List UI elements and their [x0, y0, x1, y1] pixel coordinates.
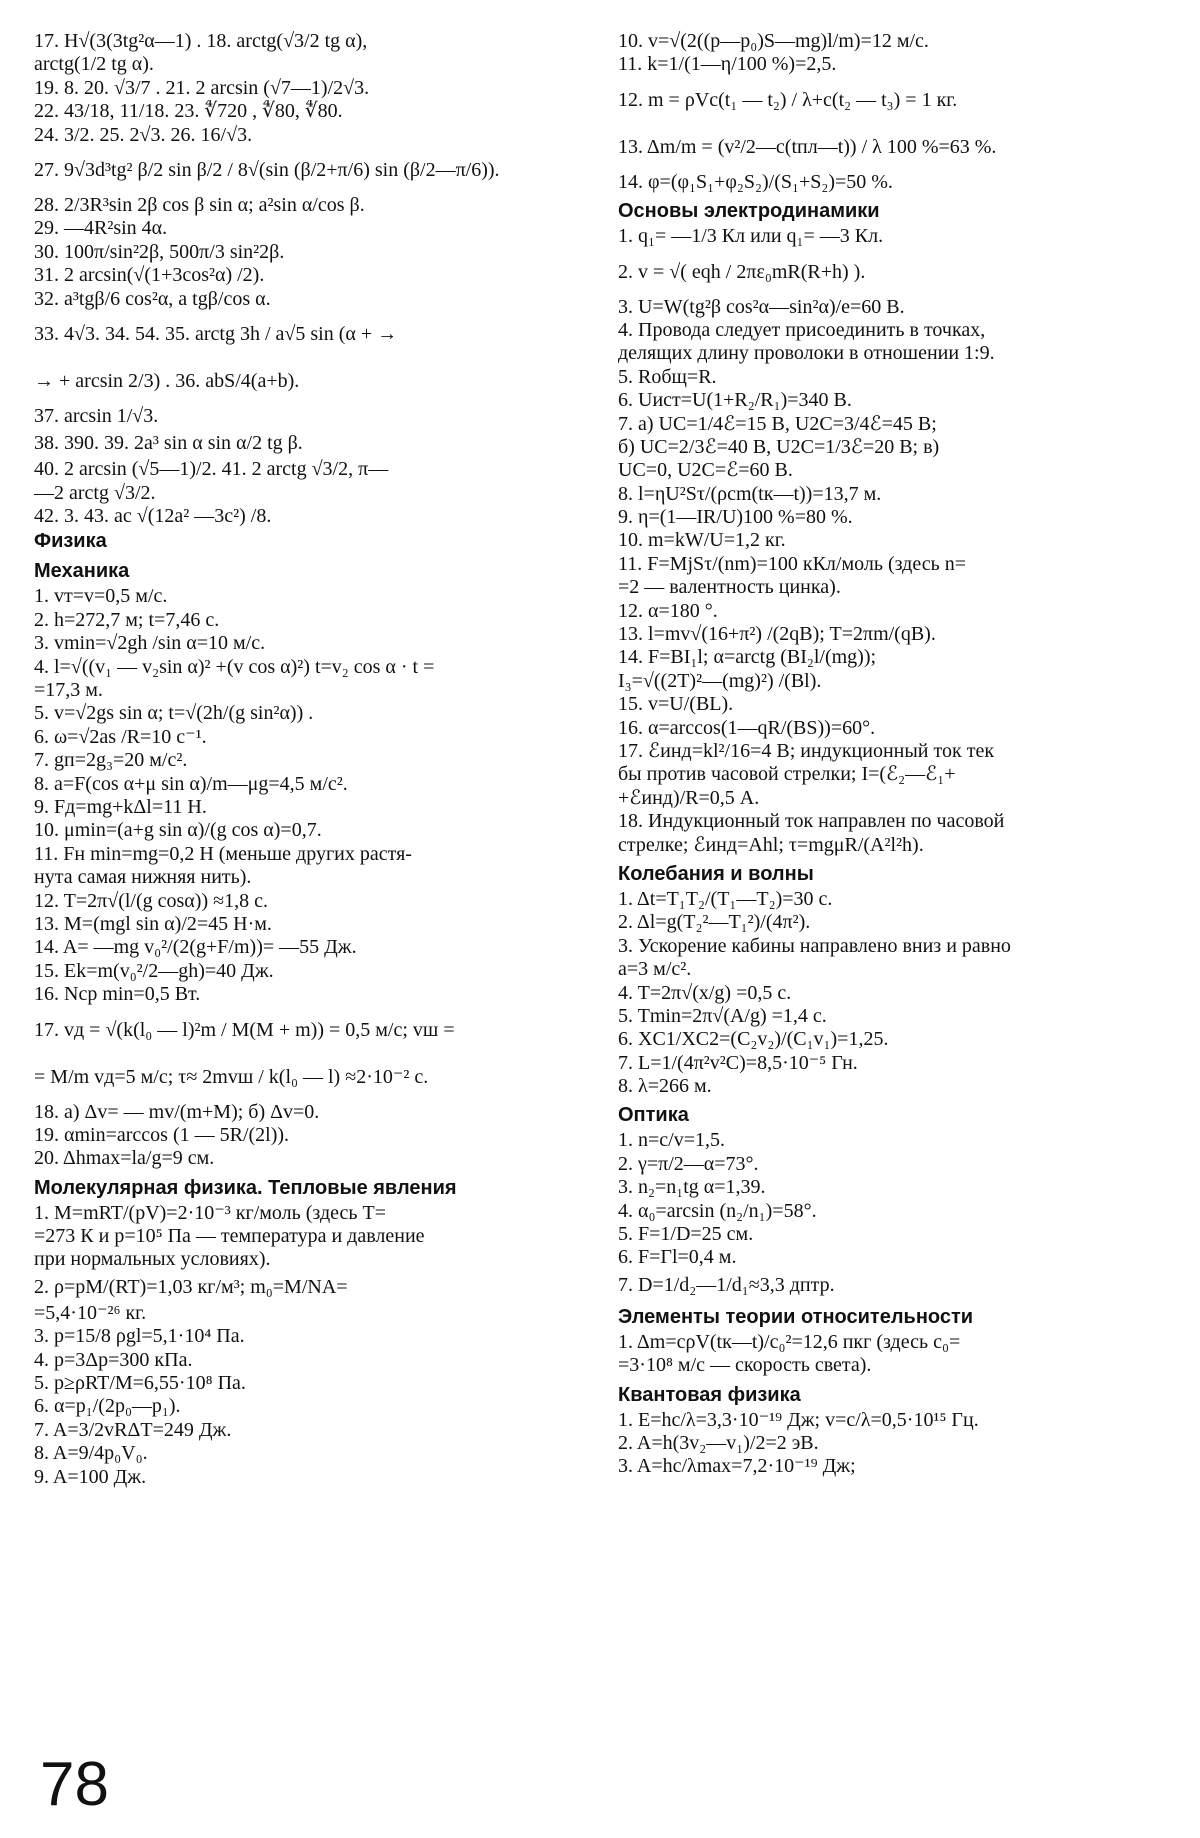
left-answer-line: 29. —4R²sin 4α.: [34, 217, 168, 240]
left-answer-line: 7. A=3/2vRΔT=249 Дж.: [34, 1418, 232, 1441]
right-answer-line: 15. v=U/(BL).: [618, 693, 734, 716]
left-answer-line: 19. 8. 20. √3/7 . 21. 2 arcsin (√7—1)/2√3.: [34, 76, 370, 99]
left-answer-line: → + arcsin 2/3) . 36. abS/4(a+b).: [34, 369, 300, 392]
right-answer-line: делящих длину проволоки в отношении 1:9.: [618, 342, 995, 365]
left-answer-line: 40. 2 arcsin (√5—1)/2. 41. 2 arctg √3/2, π—: [34, 458, 389, 481]
left-answer-line: 42. 3. 43. ac √(12a² —3c²) /8.: [34, 505, 272, 528]
right-answer-line: 17. ℰинд=kl²/16=4 В; индукционный ток тек: [618, 739, 995, 762]
left-answer-line: 9. Fд=mg+kΔl=11 Н.: [34, 795, 207, 818]
left-answer-line: 3. p=15/8 ρgl=5,1·10⁴ Па.: [34, 1325, 245, 1348]
left-answer-line: 16. Nср min=0,5 Вт.: [34, 983, 201, 1006]
right-answer-line: a=3 м/с².: [618, 958, 692, 981]
left-answer-line: —2 arctg √3/2.: [34, 481, 156, 504]
right-answer-line: 6. XC1/XC2=(C₂v₂)/(C₁v₁)=1,25.: [618, 1028, 889, 1051]
left-answer-line: 1. vт=v=0,5 м/с.: [34, 585, 168, 608]
left-answer-line: 19. αmin=arccos (1 — 5R/(2l)).: [34, 1123, 290, 1146]
right-answer-line: +ℰинд)/R=0,5 А.: [618, 786, 760, 809]
right-answer-line: 5. F=1/D=25 см.: [618, 1223, 754, 1246]
left-answer-line: 5. p≥ρRT/M=6,55·10⁸ Па.: [34, 1372, 246, 1395]
right-answer-line: стрелке; ℰинд=Ahl; τ=mgμR/(A²l²h).: [618, 833, 924, 856]
left-answer-line: 6. ω=√2as /R=10 с⁻¹.: [34, 725, 207, 748]
right-section-heading: Квантовая физика: [618, 1383, 801, 1406]
left-answer-line: 9. A=100 Дж.: [34, 1465, 147, 1488]
right-answer-line: 8. l=ηU²Sτ/(ρcm(tк—t))=13,7 м.: [618, 482, 882, 505]
left-column: [34, 30, 579, 1489]
right-answer-line: 1. Δm=cρV(tк—t)/c₀²=12,6 пкг (здесь c₀=: [618, 1330, 961, 1353]
right-answer-line: 14. F=BI₁l; α=arctg (BI₂l/(mg));: [618, 646, 877, 669]
right-answer-line: 10. v=√(2((p—p₀)S—mg)l/m)=12 м/с.: [618, 30, 929, 52]
left-answer-line: 17. vд = √(k(l₀ — l)²m / M(M + m)) = 0,5 м/с; vш =: [34, 1018, 455, 1041]
left-answer-line: 31. 2 arcsin(√(1+3cos²α) /2).: [34, 264, 265, 287]
left-answer-line: 4. l=√((v₁ — v₂sin α)² +(v cos α)²) t=v₂ cos α · t =: [34, 655, 435, 678]
left-answer-line: 8. a=F(cos α+μ sin α)/m—μg=4,5 м/с².: [34, 772, 348, 795]
right-answer-line: бы против часовой стрелки; I=(ℰ₂—ℰ₁+: [618, 763, 956, 786]
right-answer-line: 3. n₂=n₁tg α=1,39.: [618, 1176, 766, 1199]
right-answer-line: 2. A=h(3v₂—v₁)/2=2 эВ.: [618, 1431, 819, 1454]
left-answer-line: 24. 3/2. 25. 2√3. 26. 16/√3.: [34, 123, 253, 146]
left-answer-line: 28. 2/3R³sin 2β cos β sin α; a²sin α/cos β.: [34, 193, 365, 216]
right-answer-line: 1. Δt=T₁T₂/(T₁—T₂)=30 с.: [618, 887, 833, 910]
right-answer-line: =3·10⁸ м/с — скорость света).: [618, 1354, 872, 1377]
left-answer-line: 15. Ek=m(v₀²/2—gh)=40 Дж.: [34, 959, 274, 982]
right-answer-line: =2 — валентность цинка).: [618, 576, 841, 599]
left-answer-line: = M/m vд=5 м/с; τ≈ 2mvш / k(l₀ — l) ≈2·10⁻² с.: [34, 1065, 429, 1088]
right-answer-line: 2. γ=π/2—α=73°.: [618, 1152, 759, 1175]
left-answer-line: 32. a³tgβ/6 cos²α, a tgβ/cos α.: [34, 287, 271, 310]
right-section-heading: Элементы теории относительности: [618, 1305, 974, 1328]
left-answer-line: 8. A=9/4p₀V₀.: [34, 1442, 148, 1465]
right-answer-line: 3. Ускорение кабины направлено вниз и равно: [618, 934, 1011, 957]
right-section-heading: Колебания и волны: [618, 862, 814, 885]
right-answer-line: 8. λ=266 м.: [618, 1075, 712, 1098]
right-answer-line: 14. φ=(φ₁S₁+φ₂S₂)/(S₁+S₂)=50 %.: [618, 170, 893, 193]
left-answer-line: нута самая нижняя нить).: [34, 866, 252, 889]
left-answer-line: 3. vmin=√2gh /sin α=10 м/с.: [34, 632, 266, 655]
left-answer-line: 18. а) Δv= — mv/(m+M); б) Δv=0.: [34, 1100, 320, 1123]
left-answer-line: 17. H√(3(3tg²α—1) . 18. arctg(√3/2 tg α),: [34, 30, 368, 52]
right-answer-line: 11. k=1/(1—η/100 %)=2,5.: [618, 53, 837, 76]
right-answer-line: 6. Uист=U(1+R₂/R₁)=340 В.: [618, 389, 852, 412]
right-answer-line: 7. L=1/(4π²v²C)=8,5·10⁻⁵ Гн.: [618, 1051, 858, 1074]
right-answer-line: UC=0, U2C=ℰ=60 В.: [618, 459, 793, 482]
left-answer-line: 10. μmin=(a+g sin α)/(g cos α)=0,7.: [34, 819, 322, 842]
right-answer-line: 18. Индукционный ток направлен по часовой: [618, 810, 1005, 833]
left-answer-line: при нормальных условиях).: [34, 1248, 271, 1271]
page-number: 78: [40, 1750, 109, 1819]
left-answer-line: 27. 9√3d³tg² β/2 sin β/2 / 8√(sin (β/2+π/6) sin (β/2—π/6)).: [34, 158, 500, 181]
right-answer-line: I₃=√((2T)²—(mg)²) /(Bl).: [618, 669, 822, 692]
left-answer-line: 13. M=(mgl sin α)/2=45 Н·м.: [34, 912, 272, 935]
right-answer-line: 3. U=W(tg²β cos²α—sin²α)/e=60 В.: [618, 295, 905, 318]
right-answer-line: 3. A=hc/λmax=7,2·10⁻¹⁹ Дж;: [618, 1455, 856, 1478]
right-answer-line: 7. D=1/d₂—1/d₁≈3,3 дптр.: [618, 1273, 835, 1296]
right-answer-line: 4. T=2π√(x/g) =0,5 с.: [618, 981, 792, 1004]
left-answer-line: 2. ρ=pM/(RT)=1,03 кг/м³; m₀=M/NA=: [34, 1275, 348, 1298]
right-answer-line: 9. η=(1—IR/U)100 %=80 %.: [618, 506, 853, 529]
left-section-heading: Физика: [34, 530, 107, 553]
left-answer-line: 2. h=272,7 м; t=7,46 с.: [34, 608, 220, 631]
right-answer-line: 10. m=kW/U=1,2 кг.: [618, 529, 786, 552]
left-section-heading: Механика: [34, 560, 130, 583]
left-answer-line: 12. T=2π√(l/(g cosα)) ≈1,8 с.: [34, 889, 268, 912]
left-answer-line: 38. 390. 39. 2a³ sin α sin α/2 tg β.: [34, 432, 303, 455]
right-answer-line: 2. Δl=g(T₂²—T₁²)/(4π²).: [618, 911, 811, 934]
right-answer-line: 4. Провода следует присоединить в точках,: [618, 318, 986, 341]
right-column: [618, 30, 1178, 1479]
left-answer-line: 37. arcsin 1/√3.: [34, 404, 159, 427]
left-answer-line: =17,3 м.: [34, 679, 103, 702]
left-answer-line: 20. Δhmax=la/g=9 см.: [34, 1147, 215, 1170]
left-answer-line: 1. M=mRT/(pV)=2·10⁻³ кг/моль (здесь T=: [34, 1201, 387, 1224]
left-answer-line: 11. Fн min=mg=0,2 Н (меньше других растя-: [34, 842, 412, 865]
left-answer-line: 5. v=√2gs sin α; t=√(2h/(g sin²α)) .: [34, 702, 314, 725]
right-answer-line: 12. α=180 °.: [618, 599, 718, 622]
left-answer-line: 30. 100π/sin²2β, 500π/3 sin²2β.: [34, 240, 285, 263]
right-answer-line: 5. Tmin=2π√(A/g) =1,4 с.: [618, 1004, 827, 1027]
right-answer-line: 1. q₁= —1/3 Кл или q₁= —3 Кл.: [618, 225, 884, 248]
right-section-heading: Основы электродинамики: [618, 200, 880, 223]
left-answer-line: =273 К и p=10⁵ Па — температура и давление: [34, 1225, 425, 1248]
left-section-heading: Молекулярная физика. Тепловые явления: [34, 1176, 457, 1199]
right-answer-line: 13. Δm/m = (v²/2—c(tпл—t)) / λ 100 %=63 %.: [618, 135, 997, 158]
left-answer-line: 14. A= —mg v₀²/(2(g+F/m))= —55 Дж.: [34, 936, 357, 959]
right-answer-line: 16. α=arccos(1—qR/(BS))=60°.: [618, 716, 876, 739]
right-answer-line: 2. v = √( eqh / 2πε₀mR(R+h) ).: [618, 260, 866, 283]
right-answer-line: 12. m = ρVc(t₁ — t₂) / λ+c(t₂ — t₃) = 1 кг.: [618, 88, 958, 111]
left-answer-line: 22. 43/18, 11/18. 23. ∜720 , ∜80, ∜80.: [34, 100, 343, 123]
right-answer-line: 1. E=hc/λ=3,3·10⁻¹⁹ Дж; v=c/λ=0,5·10¹⁵ Гц.: [618, 1408, 979, 1431]
right-answer-line: 13. l=mv√(16+π²) /(2qB); T=2πm/(qB).: [618, 623, 936, 646]
right-answer-line: 1. n=c/v=1,5.: [618, 1129, 725, 1152]
right-answer-line: 4. α₀=arcsin (n₂/n₁)=58°.: [618, 1199, 817, 1222]
right-answer-line: 5. Rобщ=R.: [618, 365, 717, 388]
left-answer-line: =5,4·10⁻²⁶ кг.: [34, 1301, 147, 1324]
right-answer-line: 7. а) UC=1/4ℰ=15 В, U2C=3/4ℰ=45 В;: [618, 412, 937, 435]
left-answer-line: 6. α=p₁/(2p₀—p₁).: [34, 1395, 181, 1418]
left-answer-line: 7. gп=2g₃=20 м/с².: [34, 749, 188, 772]
left-answer-line: arctg(1/2 tg α).: [34, 53, 154, 76]
right-answer-line: б) UC=2/3ℰ=40 В, U2C=1/3ℰ=20 В; в): [618, 435, 940, 458]
left-answer-line: 4. p=3Δp=300 кПа.: [34, 1348, 193, 1371]
right-answer-line: 6. F=Γl=0,4 м.: [618, 1246, 737, 1269]
left-answer-line: 33. 4√3. 34. 54. 35. arctg 3h / a√5 sin (α + →: [34, 322, 398, 345]
right-answer-line: 11. F=MjSτ/(nm)=100 кКл/моль (здесь n=: [618, 552, 966, 575]
right-section-heading: Оптика: [618, 1104, 689, 1127]
